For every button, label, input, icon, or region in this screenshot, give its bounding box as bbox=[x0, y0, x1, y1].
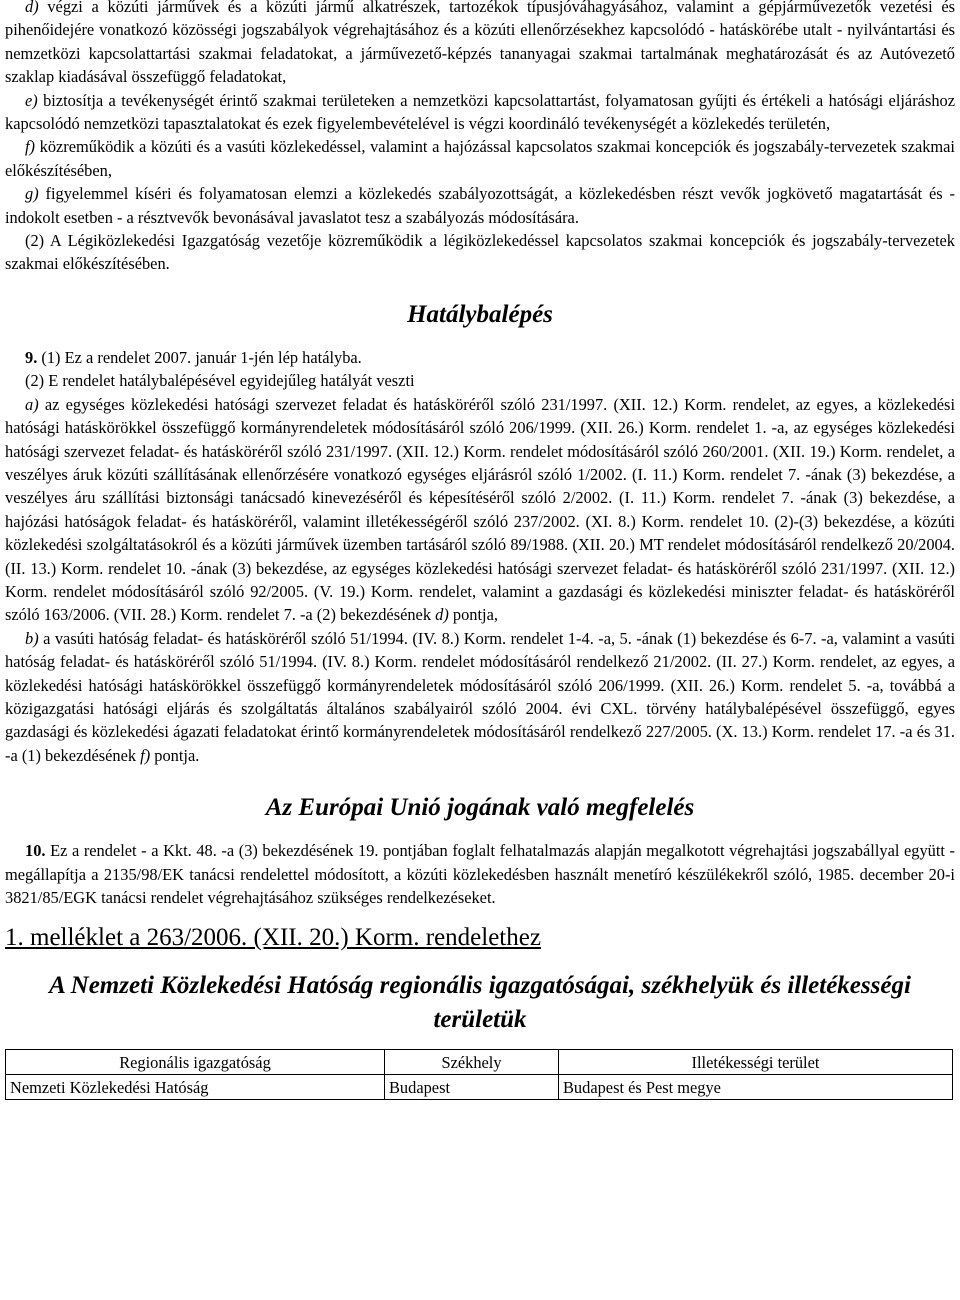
section-9-item-a bbox=[5, 393, 955, 627]
section-9-para-1 bbox=[5, 346, 955, 369]
item-label: f) bbox=[25, 137, 36, 157]
section-text: (1) Ez a rendelet 2007. január 1-jén lép hatályba. bbox=[37, 347, 362, 367]
table-header-row bbox=[6, 1050, 953, 1075]
item-text: végzi a közúti járművek és a közúti jármű alkatrészek, tartozékok típusjóváhagyásához, valamint a gépjárművezetők vezetési és pihenőidejére vonatkozó közösségi jogszabályok végrehajtásához és a közúti ellenőrzésekhez kapcsolódó - hatáskörébe utalt - nyilvántartási és nemzetközi kapcsolattartási szakmai feladatokat, a járművezető-képzés tananyagai szakmai tartalmának meghatározását és az Autóvezető szaklap kiadásával összefüggő feladatokat, bbox=[5, 0, 956, 87]
paragraph-e bbox=[5, 89, 955, 136]
item-text: figyelemmel kíséri és folyamatosan elemzi a közlekedés szabályozottságát, a közlekedésben részt vevők jogkövető magatartását és - indokolt esetben - a résztvevők bevonásával javaslatot tesz a szabályozás módosítására. bbox=[5, 184, 955, 227]
item-tail: pontja, bbox=[448, 605, 498, 625]
table-header-cell: Regionális igazgatóság bbox=[6, 1050, 385, 1075]
table-cell: Budapest és Pest megye bbox=[559, 1075, 953, 1100]
section-text: Ez a rendelet - a Kkt. 48. -a (3) bekezdésének 19. pontjában foglalt felhatalmazás alapján megalkotott végrehajtási jogszabállyal együtt - megállapítja a 2135/98/EK tanácsi rendelettel módosított, a közúti közlekedésben használt menetíró készülékekről szóló, 1985. december 20-i 3821/85/EGK tanácsi rendelet végrehajtásához szükséges rendelkezéseket. bbox=[5, 841, 955, 907]
item-text: közreműködik a közúti és a vasúti közlekedéssel, valamint a hajózással kapcsolatos szakmai koncepciók és jogszabály-tervezetek szakmai előkészítésében, bbox=[5, 137, 955, 180]
item-italic-ref: f) bbox=[140, 745, 151, 765]
table-cell: Budapest bbox=[385, 1075, 559, 1100]
section-10 bbox=[5, 839, 955, 909]
item-text: az egységes közlekedési hatósági szervezet feladat és hatásköréről szóló 231/1997. (XII. 12.) Korm. rendelet, az egyes, a közlekedési hatósági hatáskörökkel összefüggő kormányrendeletek módosításáról szóló 206/1999. (XII. 26.) Korm. rendelet 1. -a, az egységes közlekedési hatósági szervezet feladat- és hatásköréről szóló 231/1997. (XII. 12.) Korm. rendelet módosításáról szóló 260/2001. (XII. 19.) Korm. rendelet, a veszélyes áruk közúti szállításának ellenőrzésére vonatkozó egységes eljárásról szóló 1/2002. (I. 11.) Korm. rendelet 7. -ának (3) bekezdése, a veszélyes áru szállítási biztonsági tanácsadó kinevezéséről és képesítéséről szóló 2/2002. (I. 11.) Korm. rendelet 7. -ának (3) bekezdése, a hajózási hatóságok feladat- és hatásköréről, valamint illetékességéről szóló 237/2002. (XI. 8.) Korm. rendelet 10. (2)-(3) bekezdése, a közúti közlekedési szolgáltatásokról és a közúti járművek üzemben tartásáról szóló 89/1988. (XII. 20.) MT rendelet módosításáról rendelkező 20/2004. (II. 13.) Korm. rendelet 10. -ának (3) bekezdése, az egységes közlekedési hatósági szervezet feladat- és hatásköréről szóló 231/1997. (XII. 12.) Korm. rendelet módosításáról szóló 92/2005. (V. 19.) Korm. rendelet, valamint a gazdasági és közlekedési miniszter feladat- és hatásköréről szóló 163/2006. (VII. 28.) Korm. rendelet 7. -a (2) bekezdésének bbox=[5, 394, 955, 625]
heading-eu: Az Európai Unió jogának való megfelelés bbox=[265, 794, 695, 822]
regional-directorates-table bbox=[5, 1049, 953, 1100]
paragraph-g bbox=[5, 182, 955, 229]
table-header-cell: Illetékességi terület bbox=[559, 1050, 953, 1075]
item-text: a vasúti hatóság feladat- és hatásköréről szóló 51/1994. (IV. 8.) Korm. rendelet 1-4. -a, 5. -ának (1) bekezdése és 6-7. -a, valamint a vasúti hatóság feladat- és hatásköréről szóló 51/1994. (IV. 8.) Korm. rendelet módosításáról rendelkező 21/2002. (II. 27.) Korm. rendelet, az egyes, a közlekedési hatósági hatáskörökkel összefüggő kormányrendeletek módosításáról szóló 206/1999. (XII. 26.) Korm. rendelet 5. -a, továbbá a közigazgatási hatósági eljárás és szolgáltatás általános szabályairól szóló 2004. évi CXL. törvény hatálybalépésével összefüggő, egyes gazdasági és közlekedési ágazati feladatokat érintő kormányrendeletek módosításáról rendelkező 227/2005. (X. 13.) Korm. rendelet 17. -a és 31. -a (1) bekezdésének bbox=[5, 628, 955, 765]
table-row bbox=[6, 1075, 953, 1100]
paragraph-f bbox=[5, 135, 955, 182]
item-label: a) bbox=[25, 394, 39, 414]
document-page bbox=[5, 0, 955, 1100]
section-9-item-b bbox=[5, 627, 955, 767]
item-text: (2) A Légiközlekedési Igazgatóság vezetője közreműködik a légiközlekedéssel kapcsolatos szakmai koncepciók és jogszabály-tervezetek szakmai előkészítésében. bbox=[5, 231, 955, 274]
table-header-cell: Székhely bbox=[385, 1050, 559, 1075]
paragraph-d bbox=[5, 0, 955, 89]
item-tail: pontja. bbox=[150, 745, 200, 765]
section-text: (2) E rendelet hatálybalépésével egyidejűleg hatályát veszti bbox=[25, 371, 415, 391]
table-cell: Nemzeti Közlekedési Hatóság bbox=[6, 1075, 385, 1100]
annex-subtitle: A Nemzeti Közlekedési Hatóság regionális igazgatóságai, székhelyük és illetékességi területük bbox=[49, 972, 911, 1034]
heading-hatalybalepes: Hatálybalépés bbox=[407, 300, 553, 328]
item-text: biztosítja a tevékenységét érintő szakmai területeken a nemzetközi kapcsolattartást, folyamatosan gyűjti és értékeli a hatósági eljáráshoz kapcsolódó nemzetközi tapasztalatokat és ezek figyelembevételével is végzi koordináló tevékenységét a közlekedés területén, bbox=[5, 90, 955, 134]
section-9-para-2 bbox=[5, 369, 955, 392]
item-label: b) bbox=[25, 628, 39, 648]
item-label: g) bbox=[25, 184, 39, 204]
item-label: d) bbox=[25, 0, 39, 16]
item-label: e) bbox=[25, 90, 38, 110]
section-number: 10. bbox=[25, 841, 46, 861]
section-number: 9. bbox=[25, 347, 38, 367]
item-italic-ref: d) bbox=[435, 605, 449, 625]
annex-title: 1. melléklet a 263/2006. (XII. 20.) Korm. rendelethez bbox=[5, 924, 541, 952]
paragraph-2 bbox=[5, 229, 955, 276]
